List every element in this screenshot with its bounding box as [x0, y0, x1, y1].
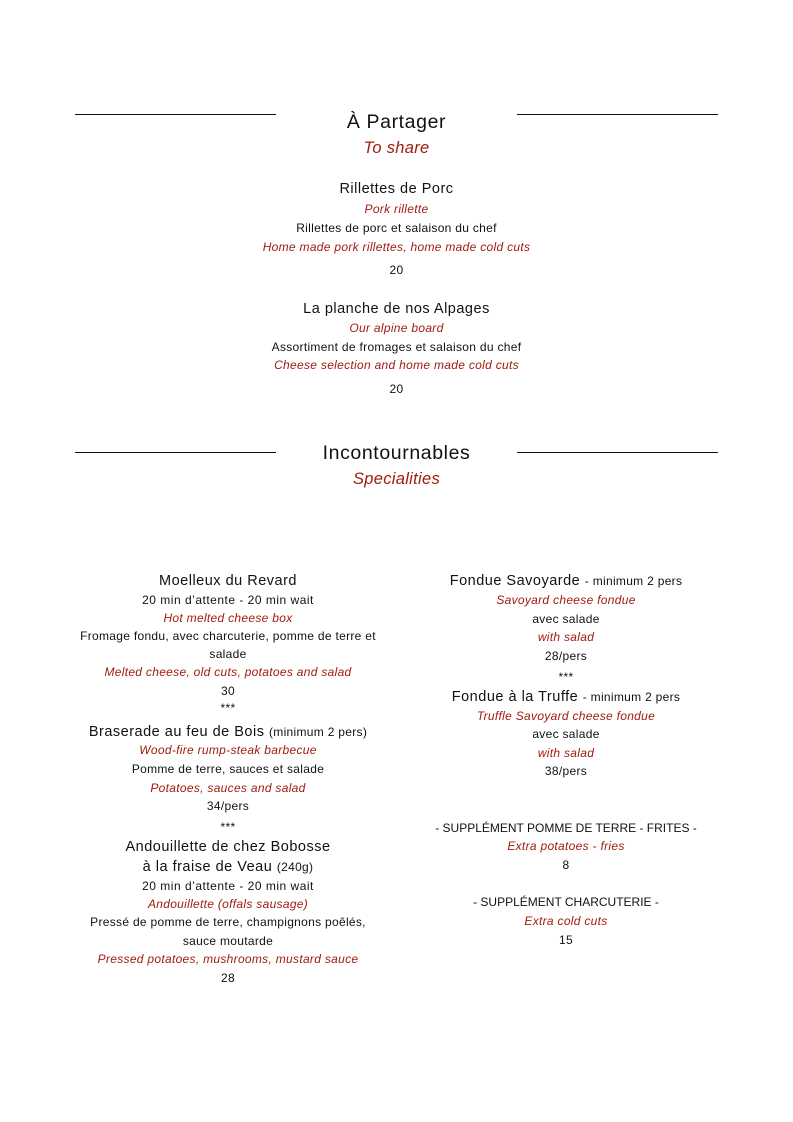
- dish-price: 28: [221, 971, 235, 985]
- supplement-label: - SUPPLÉMENT CHARCUTERIE -: [473, 895, 659, 909]
- dish-name-text: Braserade au feu de Bois: [88, 724, 265, 740]
- dish-desc-en: Home made pork rillettes, home made cold cuts: [262, 240, 531, 254]
- dish-name: La planche de nos Alpages: [303, 301, 490, 317]
- dish-note: (minimum 2 pers): [269, 725, 368, 739]
- dish-desc-en: Pressed potatoes, mushrooms, mustard sauce: [97, 952, 359, 966]
- dish-name-en: Andouillette (offals sausage): [147, 897, 309, 911]
- dish-name: Andouillette de chez Bobosse: [125, 839, 331, 855]
- dish-name-text: Fondue Savoyarde: [449, 573, 581, 589]
- dish-desc: salade: [209, 647, 247, 661]
- dish-desc-en: Potatoes, sauces and salad: [150, 781, 306, 795]
- dish-name-en: Pork rillette: [364, 202, 429, 216]
- dish-price: 20: [389, 263, 404, 277]
- section-subtitle: Specialities: [352, 470, 441, 488]
- dish-desc: Rillettes de porc et salaison du chef: [296, 221, 497, 235]
- dish-name: Rillettes de Porc: [339, 181, 454, 197]
- dish-note: (240g): [276, 860, 314, 874]
- dish-name-en: Wood-fire rump-steak barbecue: [139, 743, 317, 757]
- dish-name: [408, 688, 724, 706]
- dish-desc: avec salade: [532, 727, 600, 741]
- dish-price: 28/pers: [544, 649, 588, 663]
- supplement-price: 8: [562, 858, 570, 872]
- separator: ***: [558, 670, 574, 684]
- dish-desc-en: with salad: [537, 746, 595, 760]
- dish-wait: 20 min d’attente - 20 min wait: [142, 879, 314, 893]
- dish-wait: 20 min d’attente - 20 min wait: [142, 593, 314, 607]
- section-subtitle: To share: [363, 139, 430, 157]
- dish-name: [70, 723, 386, 741]
- dish-price: 38/pers: [544, 764, 588, 778]
- dish-name-text: à la fraise de Veau: [142, 859, 273, 875]
- dish-desc-en: Cheese selection and home made cold cuts: [274, 358, 519, 372]
- dish-name: [408, 572, 724, 590]
- dish-price: 34/pers: [206, 799, 250, 813]
- supplement-label-en: Extra cold cuts: [524, 914, 608, 928]
- dish-name-en: Savoyard cheese fondue: [496, 593, 636, 607]
- dish-desc: Fromage fondu, avec charcuterie, pomme de terre et: [80, 629, 376, 643]
- dish-name-en: Hot melted cheese box: [163, 611, 293, 625]
- dish-name: [70, 858, 386, 876]
- dish-price: 30: [221, 684, 235, 698]
- dish-desc-en: with salad: [537, 630, 595, 644]
- supplement-label-en: Extra potatoes - fries: [507, 839, 625, 853]
- dish-name-en: Our alpine board: [349, 321, 444, 335]
- dish-desc: Pomme de terre, sauces et salade: [131, 762, 325, 776]
- section-title: Incontournables: [322, 442, 471, 464]
- separator: ***: [220, 820, 236, 834]
- supplement-price: 15: [559, 933, 573, 947]
- dish-desc: sauce moutarde: [182, 934, 274, 948]
- dish-note: - minimum 2 pers: [582, 690, 681, 704]
- dish-desc: Assortiment de fromages et salaison du chef: [271, 340, 522, 354]
- dish-name: Moelleux du Revard: [159, 573, 297, 589]
- dish-price: 20: [389, 382, 404, 396]
- dish-desc: Pressé de pomme de terre, champignons poêlés,: [90, 915, 366, 929]
- supplement-label: - SUPPLÉMENT POMME DE TERRE - FRITES -: [435, 821, 697, 835]
- dish-name-text: Fondue à la Truffe: [451, 689, 579, 705]
- dish-desc-en: Melted cheese, old cuts, potatoes and salad: [104, 665, 352, 679]
- dish-name-en: Truffle Savoyard cheese fondue: [476, 709, 656, 723]
- separator: ***: [220, 701, 236, 715]
- dish-note: - minimum 2 pers: [584, 574, 683, 588]
- section-title: À Partager: [346, 111, 447, 133]
- dish-desc: avec salade: [532, 612, 600, 626]
